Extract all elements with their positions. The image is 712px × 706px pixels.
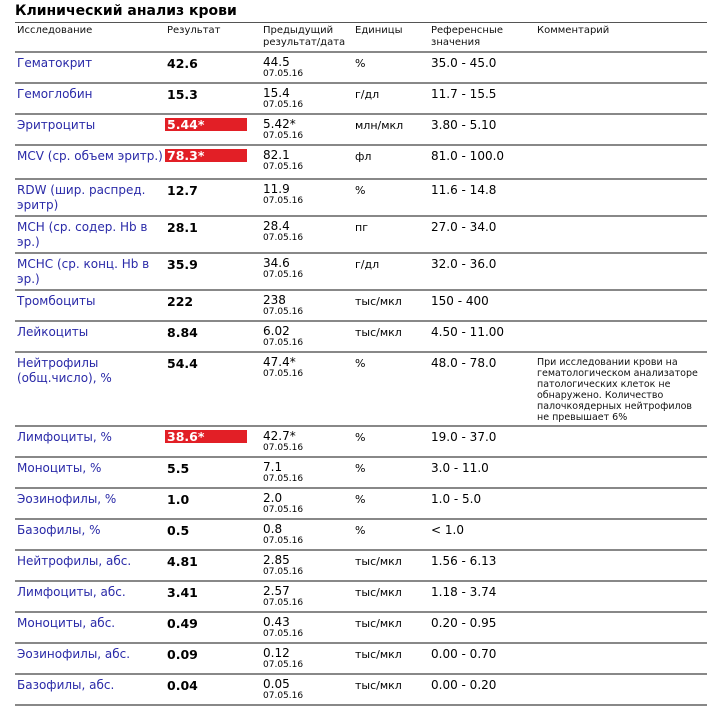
previous-date: 07.05.16 xyxy=(263,660,304,670)
previous-date: 07.05.16 xyxy=(263,505,304,515)
units: тыс/мкл xyxy=(355,555,402,568)
comment xyxy=(535,426,707,457)
reference-range: 35.0 - 45.0 xyxy=(431,56,497,70)
test-name: Нейтрофилы, абс. xyxy=(17,554,132,568)
comment xyxy=(535,321,707,352)
previous-value: 47.4* xyxy=(263,355,296,369)
reference-range: 150 - 400 xyxy=(431,294,489,308)
table-row xyxy=(15,488,707,519)
table-row xyxy=(15,519,707,550)
reference-range: 0.00 - 0.20 xyxy=(431,678,497,692)
result-value: 35.9 xyxy=(167,257,198,272)
test-name: MCHC (ср. конц. Hb в эр.) xyxy=(17,257,150,286)
previous-value: 15.4 xyxy=(263,86,290,100)
result-value: 0.49 xyxy=(167,616,198,631)
reference-range: 3.0 - 11.0 xyxy=(431,461,489,475)
previous-value: 2.57 xyxy=(263,584,290,598)
reference-range: 48.0 - 78.0 xyxy=(431,356,497,370)
table-header xyxy=(15,23,707,53)
units: % xyxy=(355,431,366,444)
units: тыс/мкл xyxy=(355,648,402,661)
table-row xyxy=(15,426,707,457)
units: тыс/мкл xyxy=(355,295,402,308)
result-value: 28.1 xyxy=(167,220,198,235)
comment xyxy=(535,179,707,216)
previous-value: 2.0 xyxy=(263,491,283,505)
comment: При исследовании крови на гематологическом анализаторе патологических клеток не обнаружено. Количество палочкоядерных нейтрофилов не превышает 6% xyxy=(535,352,707,426)
previous-value: 34.6 xyxy=(263,256,290,270)
test-name: Моноциты, абс. xyxy=(17,616,116,630)
units: % xyxy=(355,357,366,370)
reference-range: 27.0 - 34.0 xyxy=(431,220,497,234)
previous-value: 0.8 xyxy=(263,522,283,536)
previous-date: 07.05.16 xyxy=(263,131,304,141)
result-value: 1.0 xyxy=(167,492,190,507)
test-name: Базофилы, % xyxy=(17,523,101,537)
comment xyxy=(535,643,707,674)
units: % xyxy=(355,493,366,506)
result-value: 42.6 xyxy=(167,56,198,71)
reference-range: 1.56 - 6.13 xyxy=(431,554,497,568)
units: млн/мкл xyxy=(355,119,404,132)
previous-value: 0.43 xyxy=(263,615,290,629)
previous-date: 07.05.16 xyxy=(263,369,304,379)
table-row xyxy=(15,550,707,581)
results-table xyxy=(15,22,707,706)
table-row xyxy=(15,179,707,216)
reference-range: 19.0 - 37.0 xyxy=(431,430,497,444)
test-name: Лимфоциты, абс. xyxy=(17,585,126,599)
units: тыс/мкл xyxy=(355,617,402,630)
units: % xyxy=(355,184,366,197)
previous-date: 07.05.16 xyxy=(263,567,304,577)
result-value: 54.4 xyxy=(167,356,198,371)
previous-value: 28.4 xyxy=(263,219,290,233)
previous-value: 11.9 xyxy=(263,182,290,196)
units: % xyxy=(355,57,366,70)
previous-date: 07.05.16 xyxy=(263,629,304,639)
test-name: Эозинофилы, абс. xyxy=(17,647,131,661)
previous-date: 07.05.16 xyxy=(263,536,304,546)
result-value-flagged: 78.3* xyxy=(165,149,247,162)
units: тыс/мкл xyxy=(355,586,402,599)
test-name: Лимфоциты, % xyxy=(17,430,112,444)
previous-date: 07.05.16 xyxy=(263,162,304,172)
table-row xyxy=(15,216,707,253)
header-test: Исследование xyxy=(15,23,165,53)
previous-value: 2.85 xyxy=(263,553,290,567)
comment xyxy=(535,83,707,114)
header-result: Результат xyxy=(165,23,261,53)
comment xyxy=(535,488,707,519)
result-value-flagged: 38.6* xyxy=(165,430,247,443)
previous-date: 07.05.16 xyxy=(263,598,304,608)
header-previous: Предыдущий результат/дата xyxy=(261,23,353,53)
table-row xyxy=(15,52,707,83)
result-value: 5.5 xyxy=(167,461,190,476)
test-name: Эритроциты xyxy=(17,118,96,132)
table-row xyxy=(15,290,707,321)
units: % xyxy=(355,462,366,475)
reference-range: 11.7 - 15.5 xyxy=(431,87,497,101)
table-row xyxy=(15,253,707,290)
test-name: Моноциты, % xyxy=(17,461,102,475)
previous-value: 82.1 xyxy=(263,148,290,162)
previous-date: 07.05.16 xyxy=(263,307,304,317)
test-name: RDW (шир. распред. эритр) xyxy=(17,183,146,212)
comment xyxy=(535,114,707,145)
result-value: 0.5 xyxy=(167,523,190,538)
comment xyxy=(535,290,707,321)
comment xyxy=(535,674,707,705)
previous-value: 7.1 xyxy=(263,460,283,474)
comment xyxy=(535,216,707,253)
result-value-flagged: 5.44* xyxy=(165,118,247,131)
test-name: Базофилы, абс. xyxy=(17,678,115,692)
table-row xyxy=(15,612,707,643)
comment xyxy=(535,581,707,612)
reference-range: 0.00 - 0.70 xyxy=(431,647,497,661)
previous-date: 07.05.16 xyxy=(263,443,304,453)
previous-value: 44.5 xyxy=(263,55,290,69)
units: г/дл xyxy=(355,88,380,101)
previous-date: 07.05.16 xyxy=(263,233,304,243)
result-value: 0.04 xyxy=(167,678,198,693)
header-reference: Референсные значения xyxy=(429,23,535,53)
report-title: Клинический анализ крови xyxy=(15,3,237,19)
units: тыс/мкл xyxy=(355,679,402,692)
previous-date: 07.05.16 xyxy=(263,196,304,206)
previous-value: 6.02 xyxy=(263,324,290,338)
result-value: 12.7 xyxy=(167,183,198,198)
previous-date: 07.05.16 xyxy=(263,474,304,484)
units: % xyxy=(355,524,366,537)
previous-value: 5.42* xyxy=(263,117,296,131)
previous-date: 07.05.16 xyxy=(263,270,304,280)
comment xyxy=(535,253,707,290)
result-value: 4.81 xyxy=(167,554,198,569)
table-row xyxy=(15,145,707,179)
result-value: 8.84 xyxy=(167,325,198,340)
units: пг xyxy=(355,221,368,234)
test-name: Эозинофилы, % xyxy=(17,492,117,506)
table-row xyxy=(15,321,707,352)
previous-value: 42.7* xyxy=(263,429,296,443)
test-name: Гемоглобин xyxy=(17,87,93,101)
reference-range: 32.0 - 36.0 xyxy=(431,257,497,271)
comment xyxy=(535,519,707,550)
header-comment: Комментарий xyxy=(535,23,707,53)
reference-range: 81.0 - 100.0 xyxy=(431,149,505,163)
test-name: Тромбоциты xyxy=(17,294,96,308)
reference-range: 1.18 - 3.74 xyxy=(431,585,497,599)
test-name: MCH (ср. содер. Hb в эр.) xyxy=(17,220,148,249)
previous-date: 07.05.16 xyxy=(263,69,304,79)
previous-value: 0.05 xyxy=(263,677,290,691)
test-name: Нейтрофилы (общ.число), % xyxy=(17,356,112,385)
reference-range: 3.80 - 5.10 xyxy=(431,118,497,132)
table-row xyxy=(15,83,707,114)
header-units: Единицы xyxy=(353,23,429,53)
table-row xyxy=(15,457,707,488)
table-body xyxy=(15,52,707,705)
result-value: 222 xyxy=(167,294,194,309)
test-name: Лейкоциты xyxy=(17,325,89,339)
previous-date: 07.05.16 xyxy=(263,100,304,110)
table-row xyxy=(15,674,707,705)
table-row xyxy=(15,643,707,674)
table-row xyxy=(15,581,707,612)
reference-range: 4.50 - 11.00 xyxy=(431,325,505,339)
reference-range: 0.20 - 0.95 xyxy=(431,616,497,630)
previous-value: 0.12 xyxy=(263,646,290,660)
table-row xyxy=(15,352,707,426)
comment xyxy=(535,145,707,179)
comment xyxy=(535,52,707,83)
comment xyxy=(535,550,707,581)
test-name: MCV (ср. объем эритр.) xyxy=(17,149,163,163)
previous-value: 238 xyxy=(263,293,286,307)
reference-range: 11.6 - 14.8 xyxy=(431,183,497,197)
comment xyxy=(535,612,707,643)
previous-date: 07.05.16 xyxy=(263,338,304,348)
reference-range: 1.0 - 5.0 xyxy=(431,492,482,506)
result-value: 15.3 xyxy=(167,87,198,102)
units: г/дл xyxy=(355,258,380,271)
result-value: 3.41 xyxy=(167,585,198,600)
comment xyxy=(535,457,707,488)
units: фл xyxy=(355,150,372,163)
table-row xyxy=(15,114,707,145)
result-value: 0.09 xyxy=(167,647,198,662)
previous-date: 07.05.16 xyxy=(263,691,304,701)
test-name: Гематокрит xyxy=(17,56,93,70)
reference-range: < 1.0 xyxy=(431,523,464,537)
units: тыс/мкл xyxy=(355,326,402,339)
